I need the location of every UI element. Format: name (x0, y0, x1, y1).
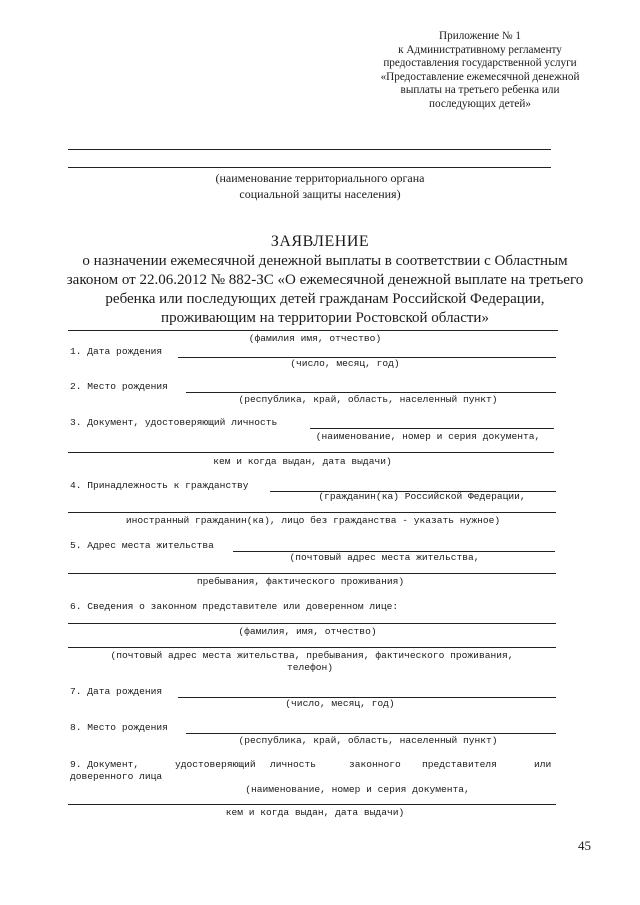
annex-line: к Административному регламенту (398, 43, 562, 56)
field-9-hint-2: кем и когда выдан, дата выдачи) (225, 807, 405, 818)
organ-name-line-1[interactable] (68, 149, 551, 150)
field-8-label: 8. Место рождения (70, 722, 168, 733)
field-2-hint: (республика, край, область, населенный пункт) (238, 394, 498, 405)
field-5-label: 5. Адрес места жительства (70, 540, 214, 551)
field-1-label: 1. Дата рождения (70, 346, 163, 357)
field-6-line-2[interactable] (68, 647, 556, 648)
field-9-label-word: законного (349, 759, 401, 770)
field-3-hint-1: (наименование, номер и серия документа, (315, 431, 541, 442)
annex-line: «Предоставление ежемесячной денежной (380, 70, 580, 83)
field-5-hint-2: пребывания, фактического проживания) (196, 576, 405, 587)
field-7-label: 7. Дата рождения (70, 686, 163, 697)
field-3-line-2[interactable] (68, 452, 554, 453)
field-9-label-word: удостоверяющий (175, 759, 256, 770)
field-4-hint-2: иностранный гражданин(ка), лицо без гражданства - указать нужное) (125, 515, 501, 526)
organ-name-line-2[interactable] (68, 167, 551, 168)
document-title: ЗАЯВЛЕНИЕ (270, 233, 370, 250)
field-1-hint: (число, месяц, год) (290, 358, 400, 369)
annex-header (360, 30, 600, 111)
annex-line: предоставления государственной услуги (383, 57, 577, 69)
field-3-line[interactable] (310, 428, 554, 429)
field-4-hint-1: (гражданин(ка) Российской Федерации, (318, 491, 526, 502)
field-9-line[interactable] (68, 804, 556, 805)
field-9-label-word: представителя (422, 759, 497, 770)
field-6-hint-3: телефон) (286, 662, 334, 673)
annex-line: Приложение № 1 (439, 30, 521, 42)
field-5-hint-1: (почтовый адрес места жительства, (289, 552, 480, 563)
field-5-line-2[interactable] (68, 573, 556, 574)
document-subtitle (55, 252, 595, 328)
field-6-hint-1: (фамилия, имя, отчество) (238, 626, 377, 637)
subtitle-line: ребенка или последующих детей гражданам Российской Федерации, (105, 291, 545, 307)
field-2-line[interactable] (186, 392, 556, 393)
page-number: 45 (578, 838, 591, 853)
field-7-hint: (число, месяц, год) (285, 698, 395, 709)
subtitle-line: законом от 22.06.2012 № 882-ЗС «О ежемесячной денежной выплате на третьего (66, 272, 584, 288)
field-6-label: 6. Сведения о законном представителе или доверенном лице: (70, 601, 399, 612)
organ-caption (140, 170, 500, 202)
annex-line: последующих детей» (429, 97, 531, 110)
field-3-label: 3. Документ, удостоверяющий личность (70, 417, 278, 428)
organ-caption-line: социальной защиты населения) (239, 187, 401, 201)
fio-line[interactable] (68, 330, 558, 331)
fio-hint: (фамилия имя, отчество) (248, 333, 382, 344)
field-4-label: 4. Принадлежность к гражданству (70, 480, 249, 491)
field-9-hint-1: (наименование, номер и серия документа, (245, 784, 470, 795)
field-9-label-word: личность (270, 759, 317, 770)
field-2-label: 2. Место рождения (70, 381, 168, 392)
subtitle-line: о назначении ежемесячной денежной выплаты в соответствии с Областным (82, 253, 568, 269)
field-9-label-word: или (534, 759, 552, 770)
field-6-hint-2: (почтовый адрес места жительства, пребывания, фактического проживания, (110, 650, 514, 661)
annex-line: выплаты на третьего ребенка или (400, 84, 560, 96)
field-9-label-2: доверенного лица (70, 771, 163, 782)
field-8-line[interactable] (186, 733, 556, 734)
subtitle-line: проживающим на территории Ростовской области» (161, 310, 489, 326)
field-4-line-2[interactable] (68, 512, 556, 513)
field-8-hint: (республика, край, область, населенный пункт) (238, 735, 498, 746)
organ-caption-line: (наименование территориального органа (215, 171, 425, 185)
field-3-hint-2: кем и когда выдан, дата выдачи) (213, 456, 392, 467)
field-9-label-word: 9. Документ, (70, 759, 140, 770)
field-6-line[interactable] (68, 623, 556, 624)
